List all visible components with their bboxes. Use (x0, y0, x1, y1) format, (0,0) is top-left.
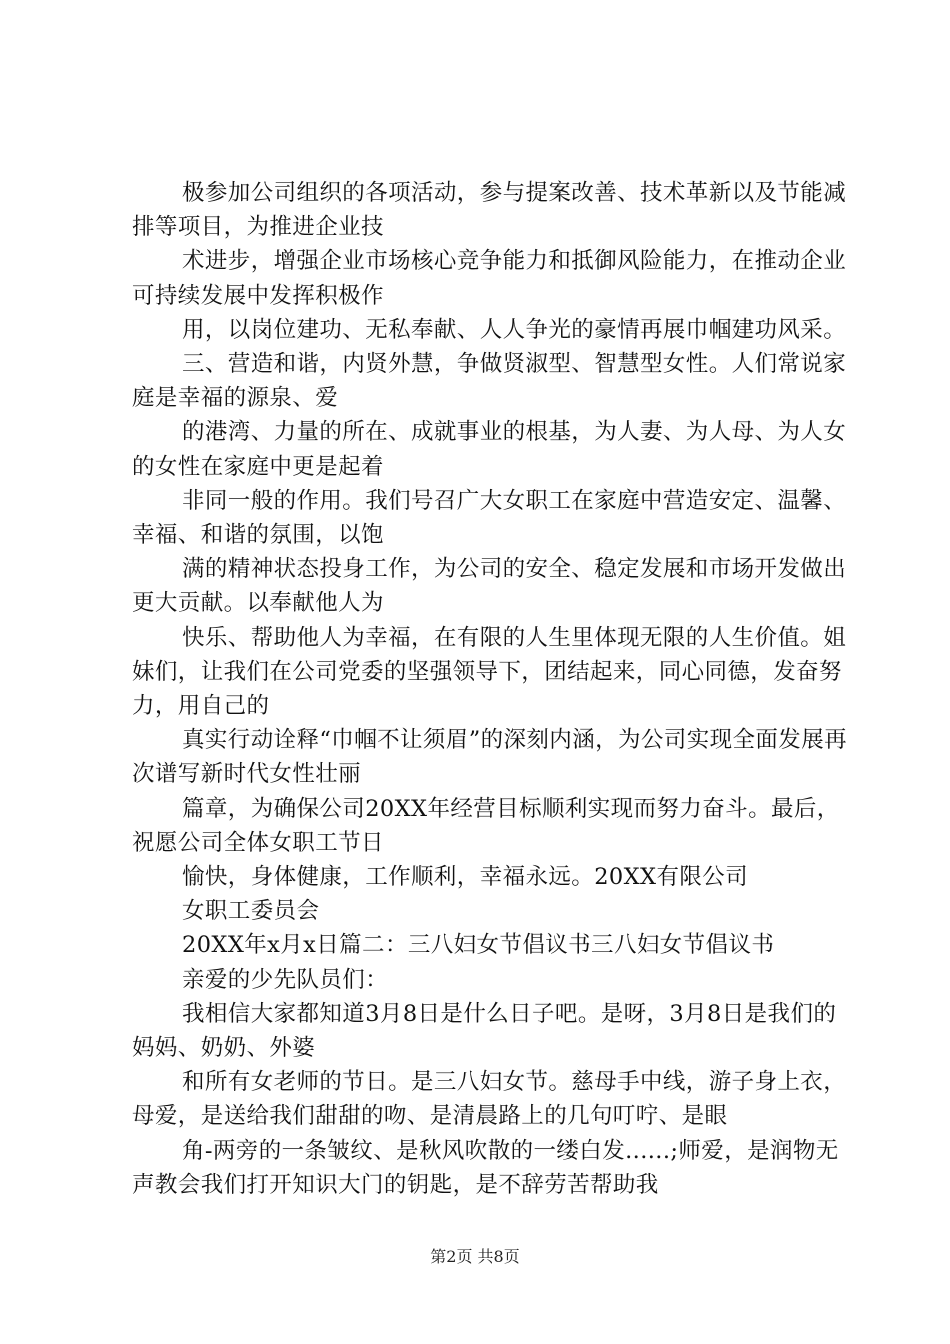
paragraph: 真实行动诠释“巾帼不让须眉”的深刻内涵，为公司实现全面发展再次谱写新时代女性壮丽 (132, 727, 848, 788)
paragraph: 快乐、帮助他人为幸福，在有限的人生里体现无限的人生价值。姐妹们，让我们在公司党委的坚强领导下，团结起来，同心同德，发奋努力，用自己的 (132, 624, 847, 720)
paragraph: 角-两旁的一条皱纹、是秋风吹散的一缕白发......;师爱，是润物无声教会我们打开知识大门的钥匙，是不辞劳苦帮助我 (132, 1137, 839, 1198)
paragraph: 三、营造和谐，内贤外慧，争做贤淑型、智慧型女性。人们常说家庭是幸福的源泉、爱 (132, 351, 847, 412)
paragraph: 术进步，增强企业市场核心竞争能力和抵御风险能力，在推动企业可持续发展中发挥积极作 (132, 248, 847, 309)
paragraph: 非同一般的作用。我们号召广大女职工在家庭中营造安定、温馨、幸福、和谐的氛围，以饱 (132, 487, 847, 549)
paragraph: 20XX年x月x日篇二：三八妇女节倡议书三八妇女节倡议书 (182, 932, 775, 959)
paragraph: 愉快，身体健康，工作顺利，幸福永远。20XX有限公司 (182, 864, 749, 891)
paragraph: 我相信大家都知道3月8日是什么日子吧。是呀，3月8日是我们的妈妈、奶奶、外婆 (132, 1000, 837, 1062)
document-body (132, 176, 852, 1202)
paragraph: 女职工委员会 (182, 898, 320, 925)
paragraph: 亲爱的少先队员们： (182, 966, 389, 993)
page-number-footer: 第2页 共8页 (430, 1247, 520, 1266)
paragraph: 满的精神状态投身工作，为公司的安全、稳定发展和市场开发做出更大贡献。以奉献他人为 (132, 556, 847, 617)
paragraph: 极参加公司组织的各项活动，参与提案改善、技术革新以及节能减排等项目，为推进企业技 (132, 180, 847, 241)
paragraph: 用，以岗位建功、无私奉献、人人争光的豪情再展巾帼建功风采。 (182, 316, 847, 343)
paragraph: 篇章，为确保公司20XX年经营目标顺利实现而努力奋斗。最后，祝愿公司全体女职工节日 (132, 795, 840, 856)
paragraph: 和所有女老师的节日。是三八妇女节。慈母手中线，游子身上衣，母爱，是送给我们甜甜的吻、是清晨路上的几句叮咛、是眼 (132, 1069, 847, 1130)
paragraph: 的港湾、力量的所在、成就事业的根基，为人妻、为人母、为人女的女性在家庭中更是起着 (132, 419, 847, 480)
